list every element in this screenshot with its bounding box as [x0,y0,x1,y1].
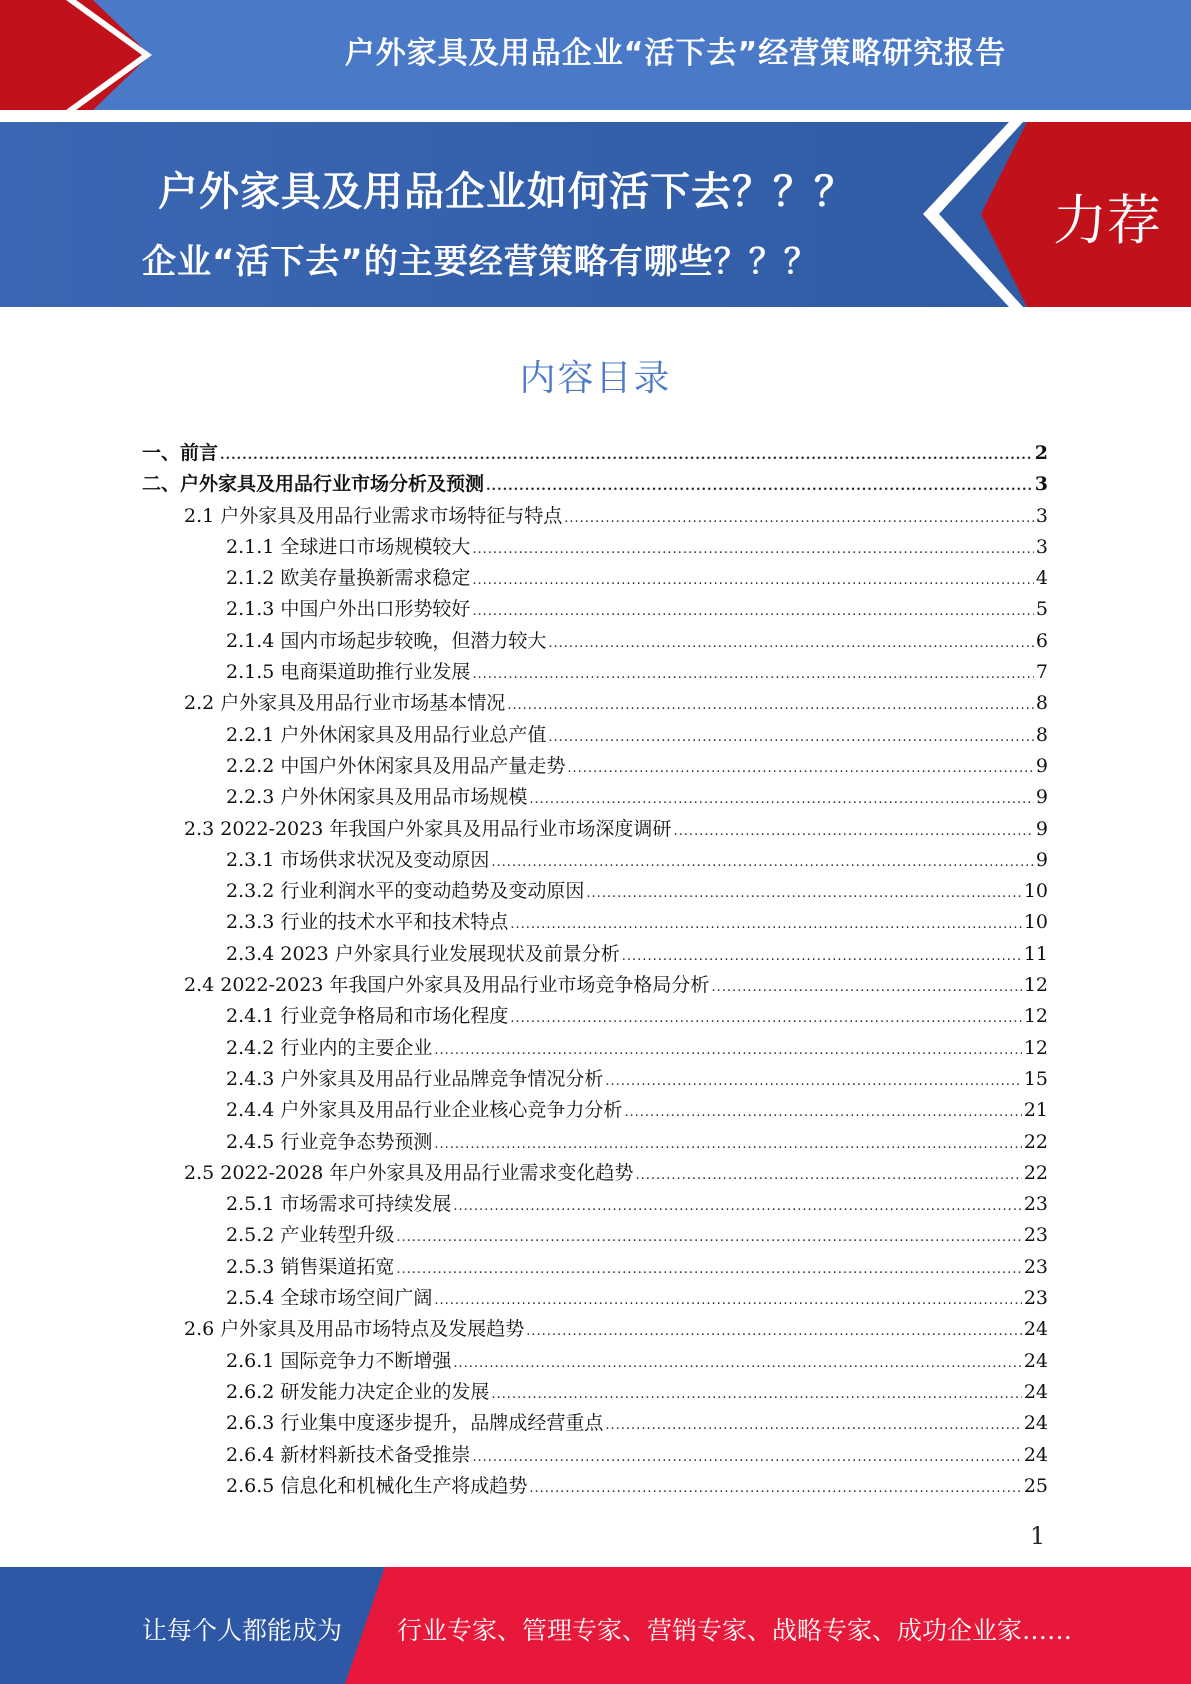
toc-entry[interactable] [142,1158,1048,1189]
toc-entry-label: 2.6.3 行业集中度逐步提升，品牌成经营重点 [226,1412,604,1435]
toc-leader-dots [510,917,1021,932]
toc-entry-page: 23 [1023,1287,1048,1310]
toc-leader-dots [453,1199,1021,1214]
toc-entry[interactable] [142,594,1048,625]
toc-entry-page: 23 [1023,1224,1048,1247]
toc-entry-label: 2.5.2 产业转型升级 [226,1224,395,1247]
toc-entry-page: 12 [1023,1005,1048,1028]
toc-entry-label: 2.5.4 全球市场空间广阔 [226,1287,433,1310]
toc-leader-dots [510,1011,1021,1026]
toc-leader-dots [434,1137,1021,1152]
toc-leader-dots [507,698,1034,713]
toc-entry-page: 25 [1023,1474,1048,1497]
toc-entry-label: 2.5.1 市场需求可持续发展 [226,1193,452,1216]
toc-entry-label: 2.4.3 户外家具及用品行业品牌竞争情况分析 [226,1067,604,1090]
table-of-contents [142,438,1048,1502]
toc-entry[interactable] [142,438,1048,469]
toc-entry-label: 2.6 户外家具及用品市场特点及发展趋势 [184,1318,525,1341]
toc-entry-page: 4 [1035,567,1048,590]
toc-entry[interactable] [142,782,1048,813]
toc-entry-page: 8 [1035,692,1048,715]
toc-entry[interactable] [142,1252,1048,1283]
toc-entry-page: 22 [1023,1161,1048,1184]
toc-entry-label: 2.1.5 电商渠道助推行业发展 [226,661,471,684]
toc-entry-label: 2.4.5 行业竞争态势预测 [226,1130,433,1153]
toc-entry-page: 24 [1023,1443,1048,1466]
toc-entry[interactable] [142,469,1048,500]
footer-banner [0,1567,1191,1684]
toc-entry[interactable] [142,563,1048,594]
toc-leader-dots [529,1481,1021,1496]
toc-leader-dots [396,1262,1021,1277]
toc-leader-dots [472,667,1034,682]
toc-leader-dots [605,1074,1021,1089]
toc-entry-label: 2.2.3 户外休闲家具及用品市场规模 [226,786,528,809]
toc-entry-page: 24 [1023,1349,1048,1372]
toc-leader-dots [472,604,1034,619]
toc-entry-label: 2.1.3 中国户外出口形势较好 [226,598,471,621]
toc-entry-label: 2.1.1 全球进口市场规模较大 [226,535,471,558]
toc-entry-label: 一、前言 [142,442,219,464]
toc-entry[interactable] [142,939,1048,970]
toc-entry[interactable] [142,1064,1048,1095]
hero-question-1: 户外家具及用品企业如何活下去？？？ [158,169,855,215]
toc-entry-label: 2.1.4 国内市场起步较晚，但潜力较大 [226,629,547,652]
toc-entry[interactable] [142,657,1048,688]
toc-entry-label: 2.5 2022-2028 年户外家具及用品行业需求变化趋势 [184,1161,634,1184]
toc-entry-page: 11 [1023,942,1048,965]
toc-entry-label: 2.2.2 中国户外休闲家具及用品产量走势 [226,754,566,777]
toc-entry-label: 二、户外家具及用品行业市场分析及预测 [142,473,485,496]
toc-entry-page: 24 [1023,1318,1048,1341]
toc-entry[interactable] [142,751,1048,782]
toc-entry-page: 3 [1035,535,1048,558]
toc-leader-dots [567,761,1034,776]
recommend-badge: 力荐 [1053,189,1161,252]
toc-leader-dots [472,1450,1021,1465]
toc-entry[interactable] [142,1408,1048,1439]
toc-leader-dots [635,1168,1021,1183]
toc-entry-page: 21 [1023,1099,1048,1122]
toc-entry-page: 12 [1023,1036,1048,1059]
toc-entry[interactable] [142,688,1048,719]
toc-entry-page: 22 [1023,1130,1048,1153]
toc-entry-page: 3 [1035,504,1048,527]
toc-entry[interactable] [142,1033,1048,1064]
toc-entry-label: 2.6.5 信息化和机械化生产将成趋势 [226,1474,528,1497]
toc-leader-dots [472,573,1034,588]
toc-entry-page: 6 [1035,629,1048,652]
toc-entry-label: 2.1.2 欧美存量换新需求稳定 [226,567,471,590]
toc-entry-label: 2.4.2 行业内的主要企业 [226,1036,433,1059]
toc-entry-label: 2.5.3 销售渠道拓宽 [226,1255,395,1278]
footer-slogan-right: 行业专家、管理专家、营销专家、战略专家、成功企业家…… [397,1616,1073,1645]
toc-leader-dots [711,980,1021,995]
page-number: 1 [1030,1522,1046,1550]
toc-entry-page: 5 [1035,598,1048,621]
toc-entry-page: 9 [1035,817,1048,840]
top-banner [0,0,1191,110]
toc-entry-label: 2.1 户外家具及用品行业需求市场特征与特点 [184,504,563,527]
toc-entry[interactable] [142,1001,1048,1032]
toc-leader-dots [622,949,1022,964]
toc-entry-page: 15 [1023,1067,1048,1090]
toc-entry-page: 8 [1035,723,1048,746]
toc-entry-page: 12 [1023,974,1048,997]
toc-leader-dots [548,636,1034,651]
toc-entry[interactable] [142,1471,1048,1502]
toc-entry-label: 2.4.4 户外家具及用品行业企业核心竞争力分析 [226,1099,623,1122]
toc-leader-dots [564,511,1034,526]
toc-entry-page: 23 [1023,1193,1048,1216]
toc-entry[interactable] [142,1346,1048,1377]
toc-entry[interactable] [142,532,1048,563]
toc-leader-dots [486,479,1033,494]
toc-leader-dots [434,1043,1021,1058]
report-title: 户外家具及用品企业“活下去”经营策略研究报告 [344,36,1007,71]
toc-entry-page: 9 [1035,848,1048,871]
toc-entry-page: 7 [1035,661,1048,684]
footer-slogan-left: 让每个人都能成为 [142,1616,343,1645]
toc-entry[interactable] [142,1440,1048,1471]
toc-entry-label: 2.4.1 行业竞争格局和市场化程度 [226,1005,509,1028]
hero-banner [0,122,1191,307]
toc-entry-label: 2.3.1 市场供求状况及变动原因 [226,848,490,871]
toc-entry[interactable] [142,1095,1048,1126]
toc-entry[interactable] [142,1220,1048,1251]
hero-question-2: 企业“活下去”的主要经营策略有哪些？？？ [142,242,819,282]
toc-entry[interactable] [142,1283,1048,1314]
toc-entry[interactable] [142,814,1048,845]
toc-leader-dots [673,824,1033,839]
toc-entry-label: 2.3.3 行业的技术水平和技术特点 [226,911,509,934]
toc-leader-dots [624,1105,1021,1120]
toc-entry-page: 10 [1023,880,1048,903]
toc-leader-dots [472,542,1034,557]
toc-leader-dots [605,1418,1021,1433]
toc-entry[interactable] [142,1127,1048,1158]
toc-entry[interactable] [142,876,1048,907]
toc-entry-label: 2.4 2022-2023 年我国户外家具及用品行业市场竞争格局分析 [184,974,710,997]
toc-entry-page: 23 [1023,1255,1048,1278]
toc-leader-dots [434,1293,1021,1308]
toc-entry[interactable] [142,907,1048,938]
toc-entry-label: 2.3.2 行业利润水平的变动趋势及变动原因 [226,880,585,903]
toc-entry[interactable] [142,626,1048,657]
toc-entry-label: 2.3.4 2023 户外家具行业发展现状及前景分析 [226,942,620,965]
toc-leader-dots [453,1356,1021,1371]
toc-leader-dots [491,1387,1021,1402]
toc-leader-dots [548,730,1034,745]
toc-entry[interactable] [142,1189,1048,1220]
toc-entry-page: 2 [1034,442,1048,464]
toc-entry-page: 24 [1023,1380,1048,1403]
toc-entry-label: 2.6.4 新材料新技术备受推崇 [226,1443,471,1466]
toc-entry-page: 10 [1023,911,1048,934]
toc-leader-dots [491,855,1034,870]
toc-entry-page: 9 [1035,754,1048,777]
toc-entry[interactable] [142,1314,1048,1345]
toc-leader-dots [586,886,1021,901]
toc-entry-label: 2.3 2022-2023 年我国户外家具及用品行业市场深度调研 [184,817,672,840]
toc-entry-page: 24 [1023,1412,1048,1435]
toc-entry-label: 2.6.1 国际竞争力不断增强 [226,1349,452,1372]
toc-entry-page: 3 [1034,473,1048,496]
toc-entry[interactable] [142,970,1048,1001]
toc-entry[interactable] [142,845,1048,876]
toc-leader-dots [529,792,1034,807]
toc-entry-label: 2.2.1 户外休闲家具及用品行业总产值 [226,723,547,746]
toc-entry-page: 9 [1035,786,1048,809]
toc-leader-dots [396,1230,1021,1245]
toc-entry-label: 2.6.2 研发能力决定企业的发展 [226,1380,490,1403]
toc-entry[interactable] [142,720,1048,751]
toc-entry[interactable] [142,501,1048,532]
toc-entry-label: 2.2 户外家具及用品行业市场基本情况 [184,692,506,715]
toc-leader-dots [220,448,1033,463]
toc-title: 内容目录 [519,358,672,399]
top-red-arrow-decoration [0,0,150,110]
toc-entry[interactable] [142,1377,1048,1408]
toc-leader-dots [526,1324,1022,1339]
